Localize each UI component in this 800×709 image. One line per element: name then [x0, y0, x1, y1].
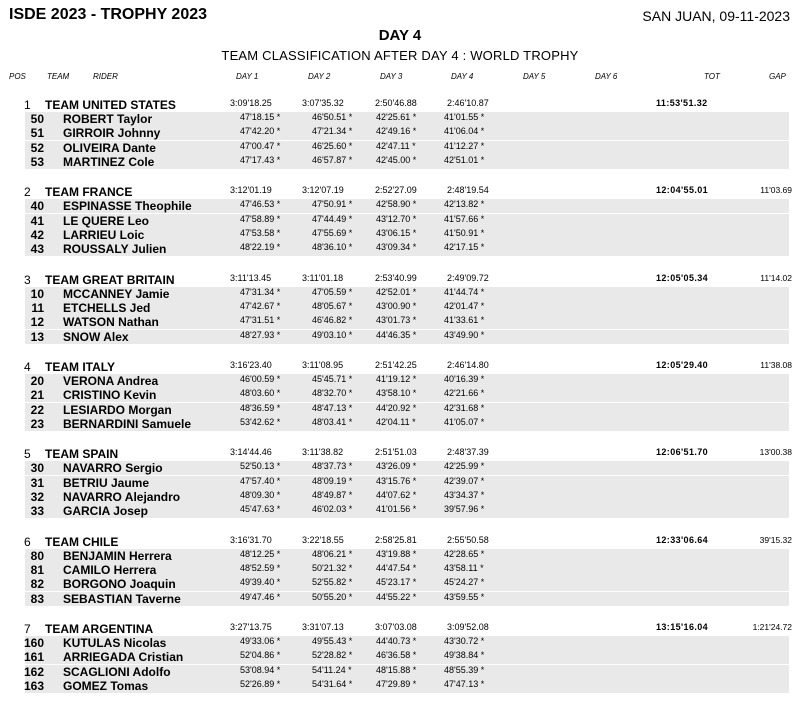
rider-number: 21 [30, 388, 44, 403]
rider-row [0, 577, 800, 591]
rider-day2: 54'31.64 * [312, 678, 353, 689]
rider-name: SEBASTIAN Taverne [63, 591, 181, 606]
rider-day3: 44'55.22 * [376, 591, 417, 602]
rider-day1: 47'31.34 * [240, 286, 281, 297]
rider-day2: 52'55.82 * [312, 577, 353, 588]
rider-day3: 43'26.09 * [376, 461, 417, 472]
rider-day4: 43'34.37 * [444, 489, 485, 500]
rider-day4: 42'31.68 * [444, 402, 485, 413]
rider-number: 20 [30, 373, 44, 388]
team-day3: 2:52'27.09 [375, 185, 417, 196]
rider-day3: 43'06.15 * [376, 228, 417, 239]
day-title: DAY 4 [378, 27, 422, 44]
team-total: 13:15'16.04 [656, 621, 709, 632]
rider-name: ETCHELLS Jed [63, 300, 151, 315]
rider-row [0, 504, 800, 518]
rider-row [0, 126, 800, 140]
rider-day2: 52'28.82 * [312, 650, 353, 661]
rider-day1: 52'50.13 * [240, 461, 281, 472]
team-day2: 3:11'01.18 [302, 272, 344, 283]
rider-day3: 45'23.17 * [376, 577, 417, 588]
rider-row [0, 112, 800, 126]
rider-name: CRISTINO Kevin [63, 388, 157, 403]
rider-number: 162 [24, 664, 45, 679]
team-day4: 2:49'09.72 [447, 272, 489, 283]
team-day3: 2:53'40.99 [375, 272, 417, 283]
rider-name: LESIARDO Morgan [63, 402, 172, 417]
rider-row [0, 490, 800, 504]
rider-day1: 48'12.25 * [240, 548, 281, 559]
rider-day3: 42'58.90 * [376, 199, 417, 210]
rider-name: NAVARRO Alejandro [63, 489, 181, 504]
rider-number: 51 [30, 126, 44, 141]
rider-day1: 47'53.58 * [240, 228, 281, 239]
rider-day4: 41'12.27 * [444, 140, 485, 151]
team-gap: 11'14.02 [760, 272, 792, 283]
col-gap: GAP [769, 72, 786, 81]
team-row [0, 273, 800, 287]
rider-row [0, 679, 800, 693]
rider-day3: 44'46.35 * [376, 329, 417, 340]
rider-day1: 53'42.62 * [240, 417, 281, 428]
rider-name: GOMEZ Tomas [63, 678, 149, 693]
rider-row [0, 199, 800, 213]
rider-number: 33 [30, 504, 44, 519]
team-row [0, 447, 800, 461]
rider-name: MCCANNEY Jamie [63, 286, 170, 301]
rider-number: 22 [30, 402, 44, 417]
col-day1: DAY 1 [236, 72, 259, 81]
team-row [0, 185, 800, 199]
team-name: TEAM SPAIN [45, 447, 119, 462]
team-row [0, 535, 800, 549]
col-team: TEAM [47, 72, 70, 81]
rider-number: 80 [30, 548, 44, 563]
rider-number: 81 [30, 562, 44, 577]
rider-name: BETRIU Jaume [63, 475, 150, 490]
team-block [0, 622, 800, 709]
rider-row [0, 592, 800, 606]
rider-name: SNOW Alex [63, 329, 129, 344]
rider-day3: 43'00.90 * [376, 300, 417, 311]
rider-day2: 48'03.41 * [312, 417, 353, 428]
team-block [0, 98, 800, 185]
rider-row [0, 388, 800, 402]
rider-day1: 49'33.06 * [240, 635, 281, 646]
rider-day1: 47'17.43 * [240, 155, 281, 166]
rider-day3: 42'04.11 * [376, 417, 416, 428]
team-day1: 3:14'44.46 [230, 447, 272, 458]
rider-row [0, 665, 800, 679]
rider-name: VERONA Andrea [63, 373, 159, 388]
rider-day2: 48'36.10 * [312, 242, 353, 253]
team-position: 2 [24, 185, 31, 200]
rider-day3: 42'45.00 * [376, 155, 417, 166]
rider-day4: 41'05.07 * [444, 417, 485, 428]
rider-day3: 41'01.56 * [376, 504, 417, 515]
rider-day4: 43'49.90 * [444, 329, 485, 340]
rider-day1: 47'58.89 * [240, 213, 281, 224]
team-total: 11:53'51.32 [656, 98, 708, 108]
team-total: 12:04'55.01 [656, 185, 709, 196]
event-title: ISDE 2023 - TROPHY 2023 [9, 6, 208, 23]
rider-day1: 49'47.46 * [240, 591, 281, 602]
column-headers [0, 72, 800, 86]
rider-day2: 48'09.19 * [312, 475, 353, 486]
rider-day4: 49'38.84 * [444, 650, 485, 661]
team-day3: 2:58'25.81 [375, 534, 417, 545]
rider-day2: 48'32.70 * [312, 388, 353, 399]
rider-row [0, 330, 800, 344]
team-day4: 2:46'10.87 [447, 98, 489, 108]
rider-day4: 42'28.65 * [444, 548, 485, 559]
rider-row [0, 417, 800, 431]
rider-row [0, 214, 800, 228]
rider-name: WATSON Nathan [63, 315, 159, 330]
team-day1: 3:16'23.40 [230, 359, 272, 370]
rider-row [0, 461, 800, 475]
rider-day1: 47'42.67 * [240, 300, 281, 311]
rider-day3: 48'15.88 * [376, 664, 417, 675]
team-gap: 11'38.08 [760, 359, 792, 370]
rider-row [0, 476, 800, 490]
rider-day4: 41'57.66 * [444, 213, 485, 224]
rider-name: OLIVEIRA Dante [63, 140, 156, 155]
team-position: 3 [24, 272, 31, 287]
rider-day3: 42'49.16 * [376, 126, 417, 137]
rider-row [0, 549, 800, 563]
rider-name: KUTULAS Nicolas [63, 635, 167, 650]
team-day2: 3:12'07.19 [302, 185, 344, 196]
rider-day3: 46'36.58 * [376, 650, 417, 661]
rider-number: 50 [30, 112, 44, 126]
rider-day2: 48'05.67 * [312, 300, 353, 311]
team-day1: 3:12'01.19 [230, 185, 272, 196]
team-day2: 3:22'18.55 [302, 534, 344, 545]
col-day3: DAY 3 [380, 72, 403, 81]
team-position: 6 [24, 534, 31, 549]
classification-subtitle: TEAM CLASSIFICATION AFTER DAY 4 : WORLD TROPHY [221, 48, 579, 63]
rider-day3: 42'25.61 * [376, 112, 417, 122]
rider-row [0, 228, 800, 242]
team-block [0, 535, 800, 622]
rider-number: 10 [30, 286, 44, 301]
rider-day2: 48'06.21 * [312, 548, 353, 559]
team-name: TEAM ITALY [45, 359, 116, 374]
rider-day3: 42'47.11 * [376, 140, 416, 151]
team-row [0, 98, 800, 112]
team-name: TEAM FRANCE [45, 185, 133, 200]
rider-name: GARCIA Josep [63, 504, 148, 519]
rider-day3: 47'29.89 * [376, 678, 417, 689]
rider-row [0, 403, 800, 417]
team-total: 12:33'06.64 [656, 534, 709, 545]
rider-day2: 45'45.71 * [312, 373, 353, 384]
rider-number: 41 [30, 213, 44, 228]
rider-day3: 43'09.34 * [376, 242, 417, 253]
location-date: SAN JUAN, 09-11-2023 [642, 8, 790, 24]
rider-day1: 48'36.59 * [240, 402, 281, 413]
team-day1: 3:11'13.45 [230, 272, 272, 283]
rider-number: 161 [24, 650, 45, 665]
team-day4: 2:55'50.58 [447, 534, 489, 545]
rider-number: 23 [30, 417, 44, 432]
team-day4: 2:48'37.39 [447, 447, 489, 458]
team-day3: 2:51'42.25 [375, 359, 417, 370]
rider-number: 52 [30, 140, 44, 155]
team-position: 1 [24, 98, 31, 112]
rider-day4: 42'25.99 * [444, 461, 485, 472]
rider-day3: 44'20.92 * [376, 402, 417, 413]
rider-day2: 48'37.73 * [312, 461, 353, 472]
rider-name: ESPINASSE Theophile [63, 199, 192, 214]
rider-day4: 41'01.55 * [444, 112, 485, 122]
team-day4: 2:48'19.54 [447, 185, 489, 196]
team-position: 7 [24, 621, 31, 636]
rider-day1: 47'18.15 * [240, 112, 281, 122]
rider-day3: 41'19.12 * [376, 373, 417, 384]
rider-day1: 47'46.53 * [240, 199, 281, 210]
rider-day3: 42'52.01 * [376, 286, 417, 297]
rider-day1: 49'39.40 * [240, 577, 281, 588]
rider-name: LE QUERE Leo [63, 213, 150, 228]
rider-number: 53 [30, 155, 44, 170]
rider-day4: 48'55.39 * [444, 664, 485, 675]
rider-day2: 49'55.43 * [312, 635, 353, 646]
team-day1: 3:09'18.25 [230, 98, 272, 108]
col-pos: POS [9, 72, 26, 81]
team-block [0, 360, 800, 447]
rider-row [0, 141, 800, 155]
team-gap: 39'15.32 [759, 534, 792, 545]
rider-day3: 43'12.70 * [376, 213, 417, 224]
rider-day2: 49'03.10 * [312, 329, 353, 340]
rider-day2: 48'49.87 * [312, 489, 353, 500]
rider-day1: 48'52.59 * [240, 562, 281, 573]
col-tot: TOT [704, 72, 720, 81]
rider-day2: 50'21.32 * [312, 562, 353, 573]
team-row [0, 360, 800, 374]
team-day1: 3:27'13.75 [230, 621, 272, 632]
rider-day4: 43'30.72 * [444, 635, 485, 646]
rider-number: 32 [30, 489, 44, 504]
rider-day2: 46'46.82 * [312, 315, 353, 326]
col-day5: DAY 5 [523, 72, 546, 81]
rider-day1: 52'04.86 * [240, 650, 281, 661]
rider-row [0, 155, 800, 169]
rider-day4: 41'33.61 * [444, 315, 485, 326]
rider-name: MARTINEZ Cole [63, 155, 155, 170]
rider-name: GIRROIR Johnny [63, 126, 161, 141]
team-day2: 3:11'38.82 [302, 447, 344, 458]
rider-number: 40 [30, 199, 44, 214]
rider-day2: 47'50.91 * [312, 199, 353, 210]
team-name: TEAM CHILE [45, 534, 119, 549]
rider-row [0, 650, 800, 664]
team-day1: 3:16'31.70 [230, 534, 272, 545]
rider-number: 160 [24, 635, 45, 650]
rider-row [0, 242, 800, 256]
team-gap: 1:21'24.72 [752, 621, 792, 632]
rider-day3: 44'47.54 * [376, 562, 417, 573]
team-block [0, 447, 800, 534]
team-name: TEAM GREAT BRITAIN [45, 272, 175, 287]
team-gap: 11'03.69 [760, 185, 792, 196]
team-row [0, 622, 800, 636]
rider-day1: 53'08.94 * [240, 664, 281, 675]
rider-day3: 43'19.88 * [376, 548, 417, 559]
rider-day1: 47'42.20 * [240, 126, 281, 137]
rider-day2: 48'47.13 * [312, 402, 353, 413]
rider-name: ROBERT Taylor [63, 112, 153, 126]
rider-day2: 46'57.87 * [312, 155, 353, 166]
rider-name: ROUSSALY Julien [63, 242, 167, 257]
team-gap: 13'00.38 [759, 447, 792, 458]
team-total: 12:05'29.40 [656, 359, 709, 370]
rider-day1: 52'26.89 * [240, 678, 281, 689]
rider-day1: 48'22.19 * [240, 242, 281, 253]
team-name: TEAM ARGENTINA [45, 621, 154, 636]
rider-day1: 47'31.51 * [240, 315, 281, 326]
rider-row [0, 301, 800, 315]
rider-number: 163 [24, 678, 45, 693]
team-day2: 3:11'08.95 [302, 359, 344, 370]
rider-day1: 47'00.47 * [240, 140, 281, 151]
rider-day3: 44'40.73 * [376, 635, 417, 646]
team-day4: 3:09'52.08 [447, 621, 489, 632]
col-day4: DAY 4 [451, 72, 474, 81]
team-day2: 3:31'07.13 [302, 621, 344, 632]
rider-day4: 39'57.96 * [444, 504, 485, 515]
rider-day4: 47'47.13 * [444, 678, 485, 689]
rider-day4: 40'16.39 * [444, 373, 485, 384]
rider-day4: 41'06.04 * [444, 126, 485, 137]
rider-name: ARRIEGADA Cristian [63, 650, 184, 665]
rider-name: CAMILO Herrera [63, 562, 157, 577]
rider-day4: 45'24.27 * [444, 577, 485, 588]
team-day2: 3:07'35.32 [302, 98, 344, 108]
team-block [0, 185, 800, 272]
col-day2: DAY 2 [308, 72, 331, 81]
rider-name: NAVARRO Sergio [63, 461, 163, 476]
team-position: 5 [24, 447, 31, 462]
rider-day4: 42'51.01 * [444, 155, 485, 166]
rider-day2: 46'25.60 * [312, 140, 353, 151]
rider-number: 30 [30, 461, 44, 476]
team-position: 4 [24, 359, 31, 374]
rider-day4: 42'17.15 * [444, 242, 485, 253]
rider-number: 31 [30, 475, 44, 490]
rider-row [0, 636, 800, 650]
rider-day2: 46'02.03 * [312, 504, 353, 515]
rider-number: 13 [30, 329, 44, 344]
team-day3: 2:50'46.88 [375, 98, 417, 108]
rider-day2: 47'55.69 * [312, 228, 353, 239]
rider-day4: 42'21.66 * [444, 388, 485, 399]
rider-name: BENJAMIN Herrera [63, 548, 172, 563]
rider-day2: 47'05.59 * [312, 286, 353, 297]
rider-day4: 42'13.82 * [444, 199, 485, 210]
rider-number: 43 [30, 242, 44, 257]
rider-day2: 47'21.34 * [312, 126, 353, 137]
col-day6: DAY 6 [595, 72, 618, 81]
rider-day3: 44'07.62 * [376, 489, 417, 500]
team-block [0, 273, 800, 360]
rider-day1: 48'03.60 * [240, 388, 281, 399]
rider-day4: 43'58.11 * [444, 562, 484, 573]
rider-day3: 43'15.76 * [376, 475, 417, 486]
rider-day2: 50'55.20 * [312, 591, 353, 602]
rider-day3: 43'58.10 * [376, 388, 417, 399]
rider-name: SCAGLIONI Adolfo [63, 664, 171, 679]
rider-row [0, 287, 800, 301]
col-rider: RIDER [93, 72, 118, 81]
team-total: 12:05'05.34 [656, 272, 709, 283]
team-day3: 3:07'03.08 [375, 621, 417, 632]
rider-day2: 47'44.49 * [312, 213, 353, 224]
rider-row [0, 374, 800, 388]
rider-number: 42 [30, 228, 44, 243]
rider-day4: 42'01.47 * [444, 300, 485, 311]
team-total: 12:06'51.70 [656, 447, 709, 458]
rider-day2: 46'50.51 * [312, 112, 353, 122]
rider-name: BORGONO Joaquin [63, 577, 176, 592]
rider-number: 83 [30, 591, 44, 606]
rider-day2: 54'11.24 * [312, 664, 352, 675]
rider-day4: 43'59.55 * [444, 591, 485, 602]
rider-row [0, 563, 800, 577]
rider-number: 12 [30, 315, 44, 330]
rider-day1: 45'47.63 * [240, 504, 281, 515]
rider-day4: 42'39.07 * [444, 475, 485, 486]
rider-day1: 48'27.93 * [240, 329, 281, 340]
rider-day4: 41'50.91 * [444, 228, 485, 239]
rider-name: BERNARDINI Samuele [63, 417, 192, 432]
team-day4: 2:46'14.80 [447, 359, 489, 370]
rider-day1: 48'09.30 * [240, 489, 281, 500]
rider-number: 11 [31, 300, 44, 315]
rider-day1: 46'00.59 * [240, 373, 281, 384]
rider-day3: 43'01.73 * [376, 315, 417, 326]
rider-name: LARRIEU Loic [63, 228, 145, 243]
rider-row [0, 315, 800, 329]
rider-day1: 47'57.40 * [240, 475, 281, 486]
team-day3: 2:51'51.03 [375, 447, 417, 458]
team-name: TEAM UNITED STATES [45, 98, 176, 112]
rider-day4: 41'44.74 * [444, 286, 485, 297]
rider-number: 82 [30, 577, 44, 592]
